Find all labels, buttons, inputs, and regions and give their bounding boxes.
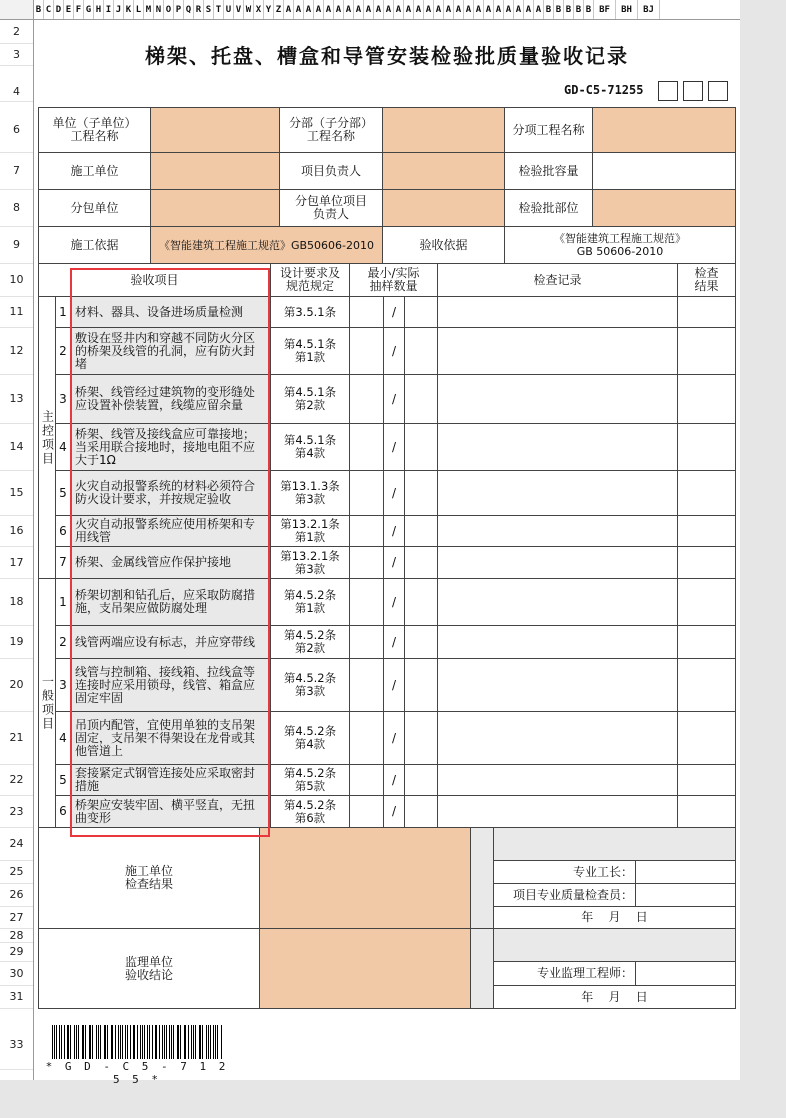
subcon-value[interactable] — [150, 189, 280, 227]
barcode-bar — [74, 1025, 75, 1059]
column-letters — [34, 0, 660, 19]
item-text: 线管与控制箱、接线箱、拉线盒等连接时应采用锁母，线管、箱盒应固定牢固 — [70, 658, 271, 712]
foreman-value[interactable] — [635, 860, 736, 884]
column-letter[interactable]: N — [154, 0, 164, 20]
min-sample[interactable] — [349, 764, 384, 796]
check-record[interactable] — [437, 625, 678, 659]
barcode-bar — [156, 1025, 157, 1059]
column-letter[interactable]: X — [254, 0, 264, 20]
check-result[interactable] — [677, 470, 736, 516]
column-letter[interactable]: A — [324, 0, 334, 20]
spec-ref: 第13.1.3条 第3款 — [270, 470, 350, 516]
item-text: 火灾自动报警系统应使用桥架和专用线管 — [70, 515, 271, 547]
min-sample[interactable] — [349, 711, 384, 765]
barcode-bar — [78, 1025, 79, 1059]
contractor-label: 施工单位 — [38, 152, 151, 190]
spec-ref: 第4.5.2条 第5款 — [270, 764, 350, 796]
actual-sample[interactable] — [404, 795, 438, 828]
row-number[interactable]: 2 — [0, 20, 33, 44]
select-all-corner[interactable] — [0, 0, 34, 20]
min-sample[interactable] — [349, 470, 384, 516]
row-index: 4 — [55, 423, 71, 471]
date2[interactable]: 年 月 日 — [493, 985, 736, 1009]
sample-slash: / — [383, 296, 405, 328]
row-number[interactable]: 21 — [0, 711, 33, 765]
barcode-bar — [169, 1025, 170, 1059]
check-record[interactable] — [437, 470, 678, 516]
accept-basis-value[interactable]: 《智能建筑工程施工规范》 GB 50606-2010 — [504, 226, 736, 264]
sub-value[interactable] — [382, 107, 505, 153]
code-box-3[interactable] — [708, 81, 728, 101]
barcode-bar — [213, 1025, 214, 1059]
column-letter[interactable]: A — [444, 0, 454, 20]
barcode-bar — [59, 1025, 60, 1059]
barcode-bar — [140, 1025, 141, 1059]
row-index: 1 — [55, 296, 71, 328]
actual-sample[interactable] — [404, 764, 438, 796]
column-letter[interactable]: B — [544, 0, 554, 20]
column-letter[interactable]: P — [174, 0, 184, 20]
row-index: 5 — [55, 764, 71, 796]
foreman-label: 专业工长： — [493, 860, 636, 884]
sample-slash: / — [383, 795, 405, 828]
row-index: 6 — [55, 795, 71, 828]
row-number[interactable]: 24 — [0, 827, 33, 861]
check-result[interactable] — [677, 546, 736, 579]
row-number[interactable]: 23 — [0, 795, 33, 828]
column-letter[interactable]: A — [384, 0, 394, 20]
column-letter[interactable]: A — [294, 0, 304, 20]
column-letter[interactable]: BJ — [638, 0, 660, 20]
row-number[interactable]: 9 — [0, 226, 33, 264]
row-number[interactable]: 6 — [0, 107, 33, 153]
check-result[interactable] — [677, 711, 736, 765]
column-letter[interactable]: F — [74, 0, 84, 20]
sample-slash: / — [383, 764, 405, 796]
row-number[interactable]: 17 — [0, 546, 33, 579]
sample-slash: / — [383, 546, 405, 579]
row-index: 5 — [55, 470, 71, 516]
row-number[interactable]: 8 — [0, 189, 33, 227]
min-sample[interactable] — [349, 296, 384, 328]
check-result[interactable] — [677, 795, 736, 828]
item-text: 桥架切割和钻孔后，应采取防腐措施，支吊架应做防腐处理 — [70, 578, 271, 626]
supervisor-gap — [470, 928, 494, 1009]
item-text: 桥架、金属线管应作保护接地 — [70, 546, 271, 579]
barcode-bars — [52, 1025, 222, 1059]
spec-ref: 第4.5.2条 第1款 — [270, 578, 350, 626]
column-letter[interactable]: A — [484, 0, 494, 20]
min-sample[interactable] — [349, 423, 384, 471]
barcode-bar — [206, 1025, 207, 1059]
sample-slash: / — [383, 423, 405, 471]
actual-sample[interactable] — [404, 578, 438, 626]
actual-sample[interactable] — [404, 374, 438, 424]
column-letter[interactable]: E — [64, 0, 74, 20]
item-text: 桥架应安装牢固、横平竖直，无扭曲变形 — [70, 795, 271, 828]
check-result[interactable] — [677, 327, 736, 375]
check-result[interactable] — [677, 764, 736, 796]
item-text: 线管两端应设有标志，并应穿带线 — [70, 625, 271, 659]
inspector-value[interactable] — [635, 883, 736, 907]
column-letter[interactable]: A — [374, 0, 384, 20]
column-letter[interactable]: C — [44, 0, 54, 20]
sample-slash: / — [383, 711, 405, 765]
min-sample[interactable] — [349, 625, 384, 659]
row-number[interactable]: 25 — [0, 860, 33, 884]
column-letter[interactable]: A — [474, 0, 484, 20]
column-letter[interactable]: A — [534, 0, 544, 20]
subcon-pm-label: 分包单位项目 负责人 — [279, 189, 383, 227]
barcode-bar — [162, 1025, 163, 1059]
row-number[interactable]: 4 — [0, 82, 33, 102]
check-record[interactable] — [437, 296, 678, 328]
column-letter[interactable]: A — [344, 0, 354, 20]
barcode-bar — [149, 1025, 150, 1059]
row-number[interactable]: 14 — [0, 423, 33, 471]
unit-value[interactable] — [150, 107, 280, 153]
column-letter[interactable]: A — [514, 0, 524, 20]
barcode-bar — [52, 1025, 53, 1059]
row-number[interactable]: 15 — [0, 470, 33, 516]
th-result: 检查 结果 — [677, 263, 736, 297]
spec-ref: 第4.5.2条 第3款 — [270, 658, 350, 712]
row-number[interactable]: 3 — [0, 44, 33, 66]
row-index: 4 — [55, 711, 71, 765]
item-text: 桥架、线管经过建筑物的变形缝处应设置补偿装置，线缆应留余量 — [70, 374, 271, 424]
check-record[interactable] — [437, 423, 678, 471]
row-number[interactable]: 29 — [0, 942, 33, 962]
column-letter[interactable]: S — [204, 0, 214, 20]
actual-sample[interactable] — [404, 515, 438, 547]
barcode-bar — [173, 1025, 174, 1059]
row-number[interactable]: 7 — [0, 152, 33, 190]
item-text: 吊顶内配管，宜使用单独的支吊架固定，支吊架不得架设在龙骨或其他管道上 — [70, 711, 271, 765]
column-letter[interactable]: H — [94, 0, 104, 20]
column-letter[interactable]: W — [244, 0, 254, 20]
accept-basis-label: 验收依据 — [382, 226, 505, 264]
main-group-label: 主控项目 — [38, 296, 56, 579]
row-number[interactable]: 33 — [0, 1020, 33, 1070]
supervisor-blank — [493, 928, 736, 962]
general-group-label: 一般项目 — [38, 578, 56, 828]
check-result[interactable] — [677, 423, 736, 471]
min-sample[interactable] — [349, 374, 384, 424]
engineer-value[interactable] — [635, 961, 736, 986]
barcode-bar — [111, 1025, 112, 1059]
sample-slash: / — [383, 470, 405, 516]
column-letter[interactable]: V — [234, 0, 244, 20]
spec-ref: 第3.5.1条 — [270, 296, 350, 328]
check-record[interactable] — [437, 374, 678, 424]
barcode-bar — [120, 1025, 121, 1059]
row-index: 7 — [55, 546, 71, 579]
check-record[interactable] — [437, 546, 678, 579]
check-result[interactable] — [677, 658, 736, 712]
item-value[interactable] — [592, 107, 736, 153]
barcode-bar — [92, 1025, 93, 1059]
item-text: 材料、器具、设备进场质量检测 — [70, 296, 271, 328]
column-letter[interactable]: A — [414, 0, 424, 20]
actual-sample[interactable] — [404, 658, 438, 712]
min-sample[interactable] — [349, 578, 384, 626]
page-title: 梯架、托盘、槽盒和导管安装检验批质量验收记录 — [145, 44, 629, 68]
spec-ref: 第4.5.2条 第2款 — [270, 625, 350, 659]
location-label: 检验批部位 — [504, 189, 593, 227]
column-letter[interactable]: A — [424, 0, 434, 20]
barcode-bar — [112, 1025, 113, 1059]
unit-label: 单位（子单位） 工程名称 — [38, 107, 151, 153]
column-letter[interactable]: J — [114, 0, 124, 20]
column-letter[interactable]: BH — [616, 0, 638, 20]
column-letter[interactable]: BF — [594, 0, 616, 20]
check-record[interactable] — [437, 764, 678, 796]
th-sample: 最小/实际 抽样数量 — [349, 263, 438, 297]
row-number[interactable]: 18 — [0, 578, 33, 626]
barcode-bar — [217, 1025, 218, 1059]
date1[interactable]: 年 月 日 — [493, 906, 736, 929]
column-letter[interactable]: R — [194, 0, 204, 20]
barcode-bar — [185, 1025, 186, 1059]
location-value[interactable] — [592, 189, 736, 227]
contractor-value[interactable] — [150, 152, 280, 190]
column-letter[interactable]: U — [224, 0, 234, 20]
column-letter[interactable]: D — [54, 0, 64, 20]
check-result[interactable] — [677, 625, 736, 659]
capacity-value[interactable] — [592, 152, 736, 190]
barcode-bar — [200, 1025, 201, 1059]
th-record: 检查记录 — [437, 263, 678, 297]
column-letter[interactable]: A — [314, 0, 324, 20]
check-result[interactable] — [677, 374, 736, 424]
row-number[interactable]: 11 — [0, 296, 33, 328]
row-number[interactable]: 16 — [0, 515, 33, 547]
min-sample[interactable] — [349, 658, 384, 712]
column-letter[interactable]: T — [214, 0, 224, 20]
check-record[interactable] — [437, 711, 678, 765]
barcode-bar — [70, 1025, 71, 1059]
min-sample[interactable] — [349, 515, 384, 547]
row-number[interactable]: 31 — [0, 985, 33, 1009]
column-letter[interactable]: A — [334, 0, 344, 20]
contractor-gap — [470, 827, 494, 929]
column-letter[interactable]: A — [434, 0, 444, 20]
check-record[interactable] — [437, 658, 678, 712]
spec-ref: 第4.5.1条 第1款 — [270, 327, 350, 375]
engineer-label: 专业监理工程师： — [493, 961, 636, 986]
row-number[interactable]: 27 — [0, 906, 33, 929]
form-code: GD-C5-71255 — [564, 83, 644, 97]
sub-label: 分部（子分部） 工程名称 — [279, 107, 383, 153]
code-box-2[interactable] — [683, 81, 703, 101]
barcode-bar — [85, 1025, 86, 1059]
row-index: 3 — [55, 658, 71, 712]
min-sample[interactable] — [349, 546, 384, 579]
min-sample[interactable] — [349, 327, 384, 375]
basis-value[interactable]: 《智能建筑工程施工规范》GB50606-2010 — [150, 226, 383, 264]
supervisor-result-value[interactable] — [259, 928, 471, 1009]
row-number[interactable]: 22 — [0, 764, 33, 796]
row-index: 2 — [55, 327, 71, 375]
barcode-text: * G D - C 5 - 7 1 2 5 5 * — [45, 1060, 229, 1086]
barcode-bar — [61, 1025, 62, 1059]
spec-ref: 第4.5.2条 第6款 — [270, 795, 350, 828]
code-box-1[interactable] — [658, 81, 678, 101]
capacity-label: 检验批容量 — [504, 152, 593, 190]
barcode-bar — [193, 1025, 194, 1059]
column-letter[interactable]: B — [554, 0, 564, 20]
column-letter[interactable]: O — [164, 0, 174, 20]
row-number[interactable]: 26 — [0, 883, 33, 907]
spec-ref: 第13.2.1条 第1款 — [270, 515, 350, 547]
row-header — [0, 20, 34, 1080]
actual-sample[interactable] — [404, 327, 438, 375]
column-letter[interactable]: B — [564, 0, 574, 20]
sample-slash: / — [383, 578, 405, 626]
row-number[interactable]: 30 — [0, 961, 33, 986]
check-record[interactable] — [437, 327, 678, 375]
barcode-bar — [100, 1025, 101, 1059]
sample-slash: / — [383, 374, 405, 424]
item-text: 敷设在竖井内和穿越不同防火分区的桥架及线管的孔洞，应有防火封堵 — [70, 327, 271, 375]
item-text: 套接紧定式钢管连接处应采取密封措施 — [70, 764, 271, 796]
column-letter[interactable]: K — [124, 0, 134, 20]
sample-slash: / — [383, 658, 405, 712]
row-number[interactable]: 28 — [0, 928, 33, 943]
column-letter[interactable]: Y — [264, 0, 274, 20]
basis-label: 施工依据 — [38, 226, 151, 264]
check-record[interactable] — [437, 795, 678, 828]
column-letter[interactable]: B — [34, 0, 44, 20]
item-label: 分项工程名称 — [504, 107, 593, 153]
row-index: 2 — [55, 625, 71, 659]
column-letter[interactable]: A — [524, 0, 534, 20]
subcon-pm-value[interactable] — [382, 189, 505, 227]
row-index: 6 — [55, 515, 71, 547]
sample-slash: / — [383, 515, 405, 547]
spec-ref: 第4.5.1条 第4款 — [270, 423, 350, 471]
item-text: 火灾自动报警系统的材料必须符合防火设计要求，并按规定验收 — [70, 470, 271, 516]
column-letter[interactable]: A — [494, 0, 504, 20]
column-letter[interactable]: Z — [274, 0, 284, 20]
item-text: 桥架、线管及接线盒应可靠接地；当采用联合接地时，接地电阻不应大于1Ω — [70, 423, 271, 471]
row-number[interactable]: 13 — [0, 374, 33, 424]
check-result[interactable] — [677, 296, 736, 328]
min-sample[interactable] — [349, 795, 384, 828]
column-letter[interactable]: A — [354, 0, 364, 20]
barcode — [40, 1015, 234, 1086]
actual-sample[interactable] — [404, 423, 438, 471]
th-design: 设计要求及 规范规定 — [270, 263, 350, 297]
column-letter[interactable]: A — [454, 0, 464, 20]
check-result[interactable] — [677, 578, 736, 626]
worksheet — [34, 20, 740, 1080]
barcode-bar — [142, 1025, 143, 1059]
row-index: 1 — [55, 578, 71, 626]
actual-sample[interactable] — [404, 296, 438, 328]
column-letter[interactable]: M — [144, 0, 154, 20]
column-header — [0, 0, 740, 20]
check-record[interactable] — [437, 515, 678, 547]
pm-label: 项目负责人 — [279, 152, 383, 190]
column-letter[interactable]: A — [404, 0, 414, 20]
column-letter[interactable]: L — [134, 0, 144, 20]
column-letter[interactable]: B — [574, 0, 584, 20]
column-letter[interactable]: A — [304, 0, 314, 20]
check-result[interactable] — [677, 515, 736, 547]
column-letter[interactable]: Q — [184, 0, 194, 20]
sample-slash: / — [383, 625, 405, 659]
contractor-result-label: 施工单位 检查结果 — [38, 827, 260, 929]
barcode-bar — [127, 1025, 128, 1059]
actual-sample[interactable] — [404, 546, 438, 579]
column-letter[interactable]: G — [84, 0, 94, 20]
row-number[interactable]: 12 — [0, 327, 33, 375]
column-letter[interactable]: I — [104, 0, 114, 20]
barcode-bar — [96, 1025, 97, 1059]
spec-ref: 第13.2.1条 第3款 — [270, 546, 350, 579]
column-letter[interactable]: A — [464, 0, 474, 20]
column-letter[interactable]: A — [364, 0, 374, 20]
row-number[interactable]: 10 — [0, 263, 33, 297]
column-letter[interactable]: A — [394, 0, 404, 20]
spec-ref: 第4.5.1条 第2款 — [270, 374, 350, 424]
barcode-bar — [184, 1025, 185, 1059]
column-letter[interactable]: A — [504, 0, 514, 20]
spec-ref: 第4.5.2条 第4款 — [270, 711, 350, 765]
contractor-blank — [493, 827, 736, 861]
row-number[interactable]: 19 — [0, 625, 33, 659]
th-item: 验收项目 — [38, 263, 271, 297]
check-record[interactable] — [437, 578, 678, 626]
column-letter[interactable]: A — [284, 0, 294, 20]
column-letter[interactable]: B — [584, 0, 594, 20]
actual-sample[interactable] — [404, 711, 438, 765]
sample-slash: / — [383, 327, 405, 375]
inspector-label: 项目专业质量检查员： — [493, 883, 636, 907]
supervisor-result-label: 监理单位 验收结论 — [38, 928, 260, 1009]
barcode-bar — [133, 1025, 134, 1059]
contractor-result-value[interactable] — [259, 827, 471, 929]
pm-value[interactable] — [382, 152, 505, 190]
subcon-label: 分包单位 — [38, 189, 151, 227]
actual-sample[interactable] — [404, 625, 438, 659]
row-index: 3 — [55, 374, 71, 424]
actual-sample[interactable] — [404, 470, 438, 516]
row-number[interactable]: 20 — [0, 658, 33, 712]
